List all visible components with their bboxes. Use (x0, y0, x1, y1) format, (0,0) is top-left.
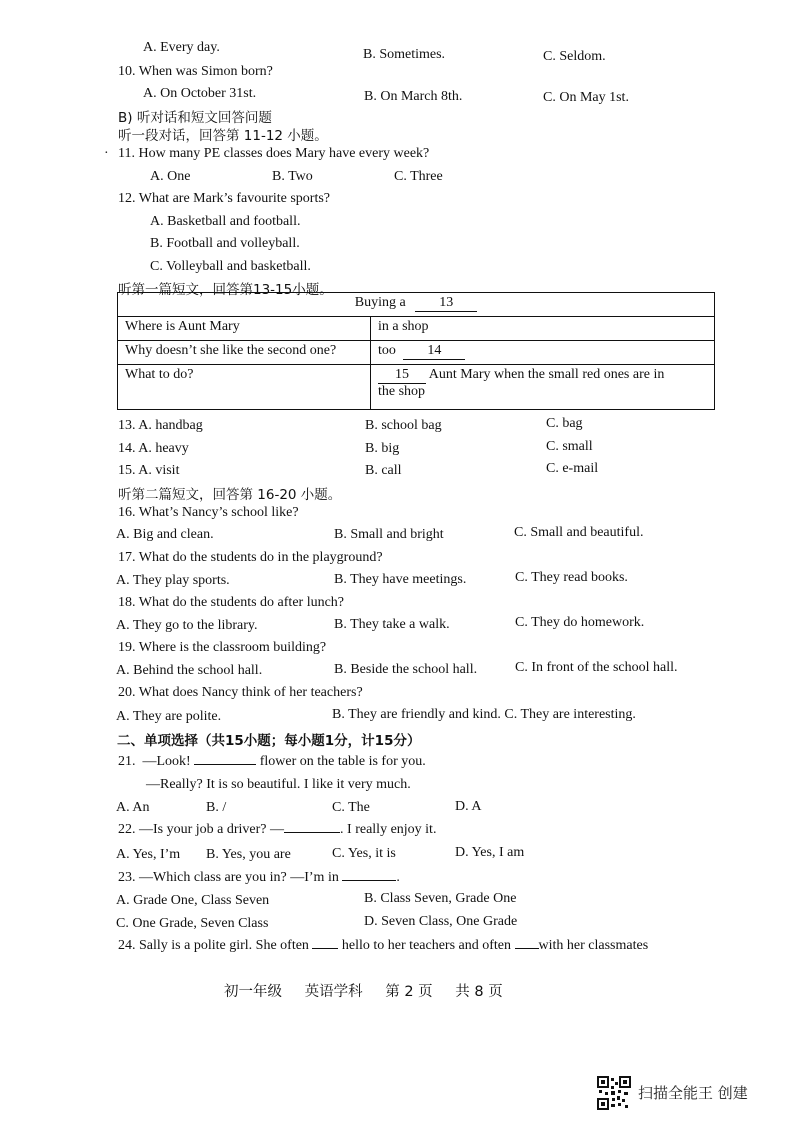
q15-option-c: C. e-mail (546, 461, 599, 476)
table-header-text: Buying a (354, 295, 406, 310)
passage2-instruction: 听第二篇短文，回答第 16-20 小题。 (118, 487, 342, 503)
q17-option-a: A. They play sports. (116, 573, 230, 588)
q18-stem: 18. What do the students do after lunch? (118, 595, 345, 610)
q9-option-a: A. Every day. (143, 40, 220, 55)
buying-table (117, 292, 715, 410)
dialog-instruction: 听一段对话，回答第 11-12 小题。 (118, 128, 328, 144)
q13-option-c: C. bag (546, 416, 583, 431)
q14-option-a: 14. A. heavy (118, 441, 189, 456)
qr-code-icon (597, 1076, 631, 1110)
q15-option-a: 15. A. visit (118, 463, 180, 478)
q12-stem: 12. What are Mark’s favourite sports? (118, 191, 331, 206)
q9-option-c: C. Seldom. (543, 49, 606, 64)
q10-stem: 10. When was Simon born? (118, 64, 273, 79)
q21-option-d: D. A (455, 799, 482, 814)
q12-option-c: C. Volleyball and basketball. (150, 259, 311, 274)
table-header (118, 293, 715, 317)
q10-option-a: A. On October 31st. (143, 86, 257, 101)
footer-total: 共 8 页 (455, 984, 503, 1000)
q23-option-d: D. Seven Class, One Grade (364, 914, 518, 929)
section-2-title: 二、单项选择（共15小题；每小题1分，计15分） (117, 733, 421, 749)
q11-option-b: B. Two (272, 169, 313, 184)
q20-option-bc: B. They are friendly and kind. C. They are interesting. (332, 707, 636, 722)
passage1-instruction: 听第一篇短文，回答第13-15小题。 (118, 282, 333, 298)
scanner-watermark-label: 扫描全能王 创建 (638, 1084, 748, 1102)
q16-option-a: A. Big and clean. (116, 527, 214, 542)
blank-13: 13 (415, 295, 477, 312)
q10-option-c: C. On May 1st. (543, 90, 629, 105)
q22-option-c: C. Yes, it is (332, 846, 396, 861)
q11-option-c: C. Three (394, 169, 443, 184)
q19-stem: 19. Where is the classroom building? (118, 640, 327, 655)
q16-option-b: B. Small and bright (334, 527, 444, 542)
q13-option-a: 13. A. handbag (118, 418, 203, 433)
footer-subject: 英语学科 (304, 984, 363, 1000)
q12-option-b: B. Football and volleyball. (150, 236, 300, 251)
q15-option-b: B. call (365, 463, 402, 478)
table-row (118, 365, 715, 410)
table-answer: 15 Aunt Mary when the small red ones are in the shop (371, 365, 715, 410)
q19-option-a: A. Behind the school hall. (116, 663, 263, 678)
q17-option-b: B. They have meetings. (334, 572, 467, 587)
q23-stem: 23. —Which class are you in? —I’m in . (118, 870, 400, 885)
q19-option-c: C. In front of the school hall. (515, 660, 678, 675)
q16-option-c: C. Small and beautiful. (514, 525, 644, 540)
table-row (118, 341, 715, 365)
q23-option-b: B. Class Seven, Grade One (364, 891, 517, 906)
q20-stem: 20. What does Nancy think of her teachers? (118, 685, 363, 700)
table-question: What to do? (118, 365, 371, 410)
footer-grade: 初一年级 (224, 984, 282, 1000)
q18-option-b: B. They take a walk. (334, 617, 450, 632)
q11-stem: 11. How many PE classes does Mary have every week? (118, 146, 430, 161)
q18-option-c: C. They do homework. (515, 615, 645, 630)
q21-line1: 21. —Look! flower on the table is for you. (118, 754, 426, 769)
q13-option-b: B. school bag (365, 418, 442, 433)
q23-option-a: A. Grade One, Class Seven (116, 893, 270, 908)
table-answer: too 14 (371, 341, 715, 365)
q12-option-a: A. Basketball and football. (150, 214, 301, 229)
q16-stem: 16. What’s Nancy’s school like? (118, 505, 299, 520)
q11-option-a: A. One (150, 169, 191, 184)
q22-option-d: D. Yes, I am (455, 845, 525, 860)
q14-option-c: C. small (546, 439, 593, 454)
q21-option-b: B. / (206, 800, 227, 815)
q17-option-c: C. They read books. (515, 570, 628, 585)
q18-option-a: A. They go to the library. (116, 618, 258, 633)
q22-option-a: A. Yes, I’m (116, 847, 181, 862)
table-answer: in a shop (371, 317, 715, 341)
table-question: Where is Aunt Mary (118, 317, 371, 341)
section-b-title: B) 听对话和短文回答问题 (118, 110, 272, 126)
q24-stem: 24. Sally is a polite girl. She often hello to her teachers and often with her classmates (118, 938, 649, 953)
q17-stem: 17. What do the students do in the playground? (118, 550, 383, 565)
q10-option-b: B. On March 8th. (364, 89, 463, 104)
q9-option-b: B. Sometimes. (363, 47, 446, 62)
q23-option-c: C. One Grade, Seven Class (116, 916, 269, 931)
q21-line2: —Really? It is so beautiful. I like it very much. (146, 777, 411, 792)
q19-option-b: B. Beside the school hall. (334, 662, 478, 677)
page-footer (224, 980, 521, 1001)
q22-option-b: B. Yes, you are (206, 847, 291, 862)
q21-option-a: A. An (116, 800, 150, 815)
blank-14: 14 (403, 343, 465, 360)
margin-dot: · (104, 146, 109, 161)
table-row (118, 317, 715, 341)
q20-option-a: A. They are polite. (116, 709, 222, 724)
q21-option-c: C. The (332, 800, 370, 815)
q14-option-b: B. big (365, 441, 400, 456)
footer-page: 第 2 页 (385, 984, 433, 1000)
blank-15: 15 (378, 367, 426, 384)
q22-stem: 22. —Is your job a driver? — . I really enjoy it. (118, 822, 437, 837)
table-question: Why doesn’t she like the second one? (118, 341, 371, 365)
